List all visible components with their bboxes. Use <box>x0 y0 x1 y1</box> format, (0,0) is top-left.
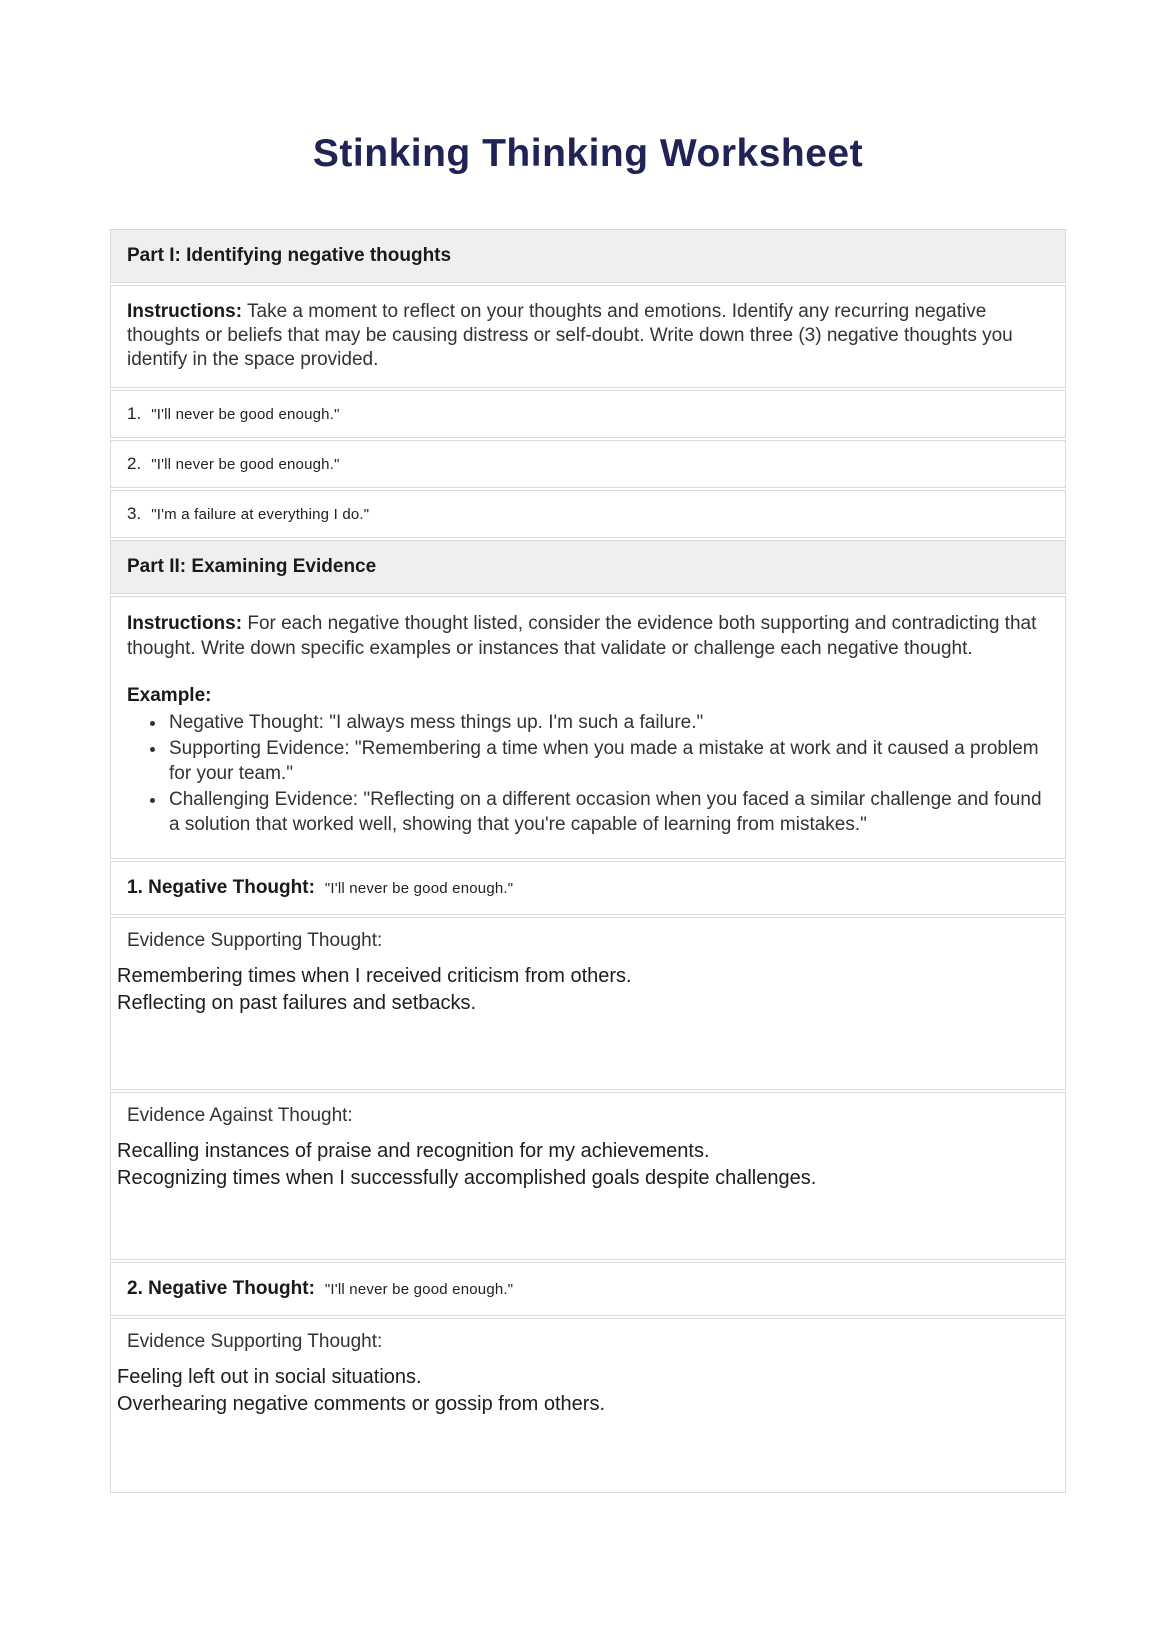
example-item-supporting-evidence: • Supporting Evidence: "Remembering a time when you made a mistake at work and it caused a problem for your team." <box>167 736 1049 786</box>
thought-text: "I'll never be good enough." <box>151 406 340 423</box>
part2-instructions-text: For each negative thought listed, consider the evidence both supporting and contradicting that thought. Write down specific examples or instances that validate or challenge each negative thought. <box>127 613 1037 659</box>
thought-text: "I'm a failure at everything I do." <box>151 506 370 523</box>
negative-thought-field-2[interactable] <box>110 440 1066 488</box>
part2-instructions <box>127 611 1049 661</box>
entry2-evidence-supporting-line1: Feeling left out in social situations. <box>117 1366 422 1388</box>
part1-instructions <box>110 285 1066 388</box>
entry1-evidence-against-line1: Recalling instances of praise and recognition for my achievements. <box>117 1140 710 1162</box>
entry2-evidence-supporting-line2: Overhearing negative comments or gossip from others. <box>117 1393 605 1415</box>
page-title: Stinking Thinking Worksheet <box>312 132 864 175</box>
negative-thought-field-3[interactable] <box>110 490 1066 538</box>
entry1-evidence-supporting-box[interactable] <box>110 917 1066 1090</box>
thought-number: 2. <box>127 454 142 473</box>
part1-header: Part I: Identifying negative thoughts <box>110 229 1066 283</box>
part2-instructions-label: Instructions: <box>127 613 243 634</box>
entry1-evidence-against-line2: Recognizing times when I successfully accomplished goals despite challenges. <box>117 1167 817 1189</box>
thought-text: "I'll never be good enough." <box>151 456 340 473</box>
part1-instructions-label: Instructions: <box>127 301 243 322</box>
part1-instructions-text: Take a moment to reflect on your thoughts and emotions. Identify any recurring negative thoughts or beliefs that may be causing distress or self-doubt. Write down three (3) negative thoughts you identify in the space provided. <box>127 301 1013 370</box>
part2-instructions-block <box>110 596 1066 859</box>
example-label: Example: <box>127 685 212 706</box>
thought-number: 3. <box>127 504 142 523</box>
entry1-evidence-supporting-line2: Reflecting on past failures and setbacks. <box>117 992 477 1014</box>
entry2-evidence-supporting-label: Evidence Supporting Thought: <box>127 1331 383 1352</box>
entry1-evidence-against-label: Evidence Against Thought: <box>127 1105 353 1126</box>
entry1-negative-thought-label: 1. Negative Thought: <box>127 877 315 898</box>
entry2-negative-thought-label: 2. Negative Thought: <box>127 1278 315 1299</box>
example-list <box>167 710 1049 837</box>
entry1-evidence-against-box[interactable] <box>110 1092 1066 1260</box>
example-item-negative-thought: • Negative Thought: "I always mess things up. I'm such a failure." <box>167 710 1049 735</box>
negative-thought-field-1[interactable] <box>110 390 1066 438</box>
entry2-negative-thought-row <box>110 1262 1066 1316</box>
worksheet-table <box>110 229 1066 1493</box>
example-item-challenging-evidence: • Challenging Evidence: "Reflecting on a different occasion when you faced a similar challenge and found a solution that worked well, showing that you're capable of learning from mistakes." <box>167 787 1049 837</box>
entry1-negative-thought-value[interactable]: "I'll never be good enough." <box>324 880 514 897</box>
entry1-evidence-supporting-label: Evidence Supporting Thought: <box>127 930 383 951</box>
part2-header: Part II: Examining Evidence <box>110 540 1066 594</box>
entry2-negative-thought-value[interactable]: "I'll never be good enough." <box>324 1281 514 1298</box>
thought-number: 1. <box>127 404 142 423</box>
entry1-negative-thought-row <box>110 861 1066 915</box>
entry1-evidence-supporting-line1: Remembering times when I received criticism from others. <box>117 965 632 987</box>
entry2-evidence-supporting-box[interactable] <box>110 1318 1066 1493</box>
